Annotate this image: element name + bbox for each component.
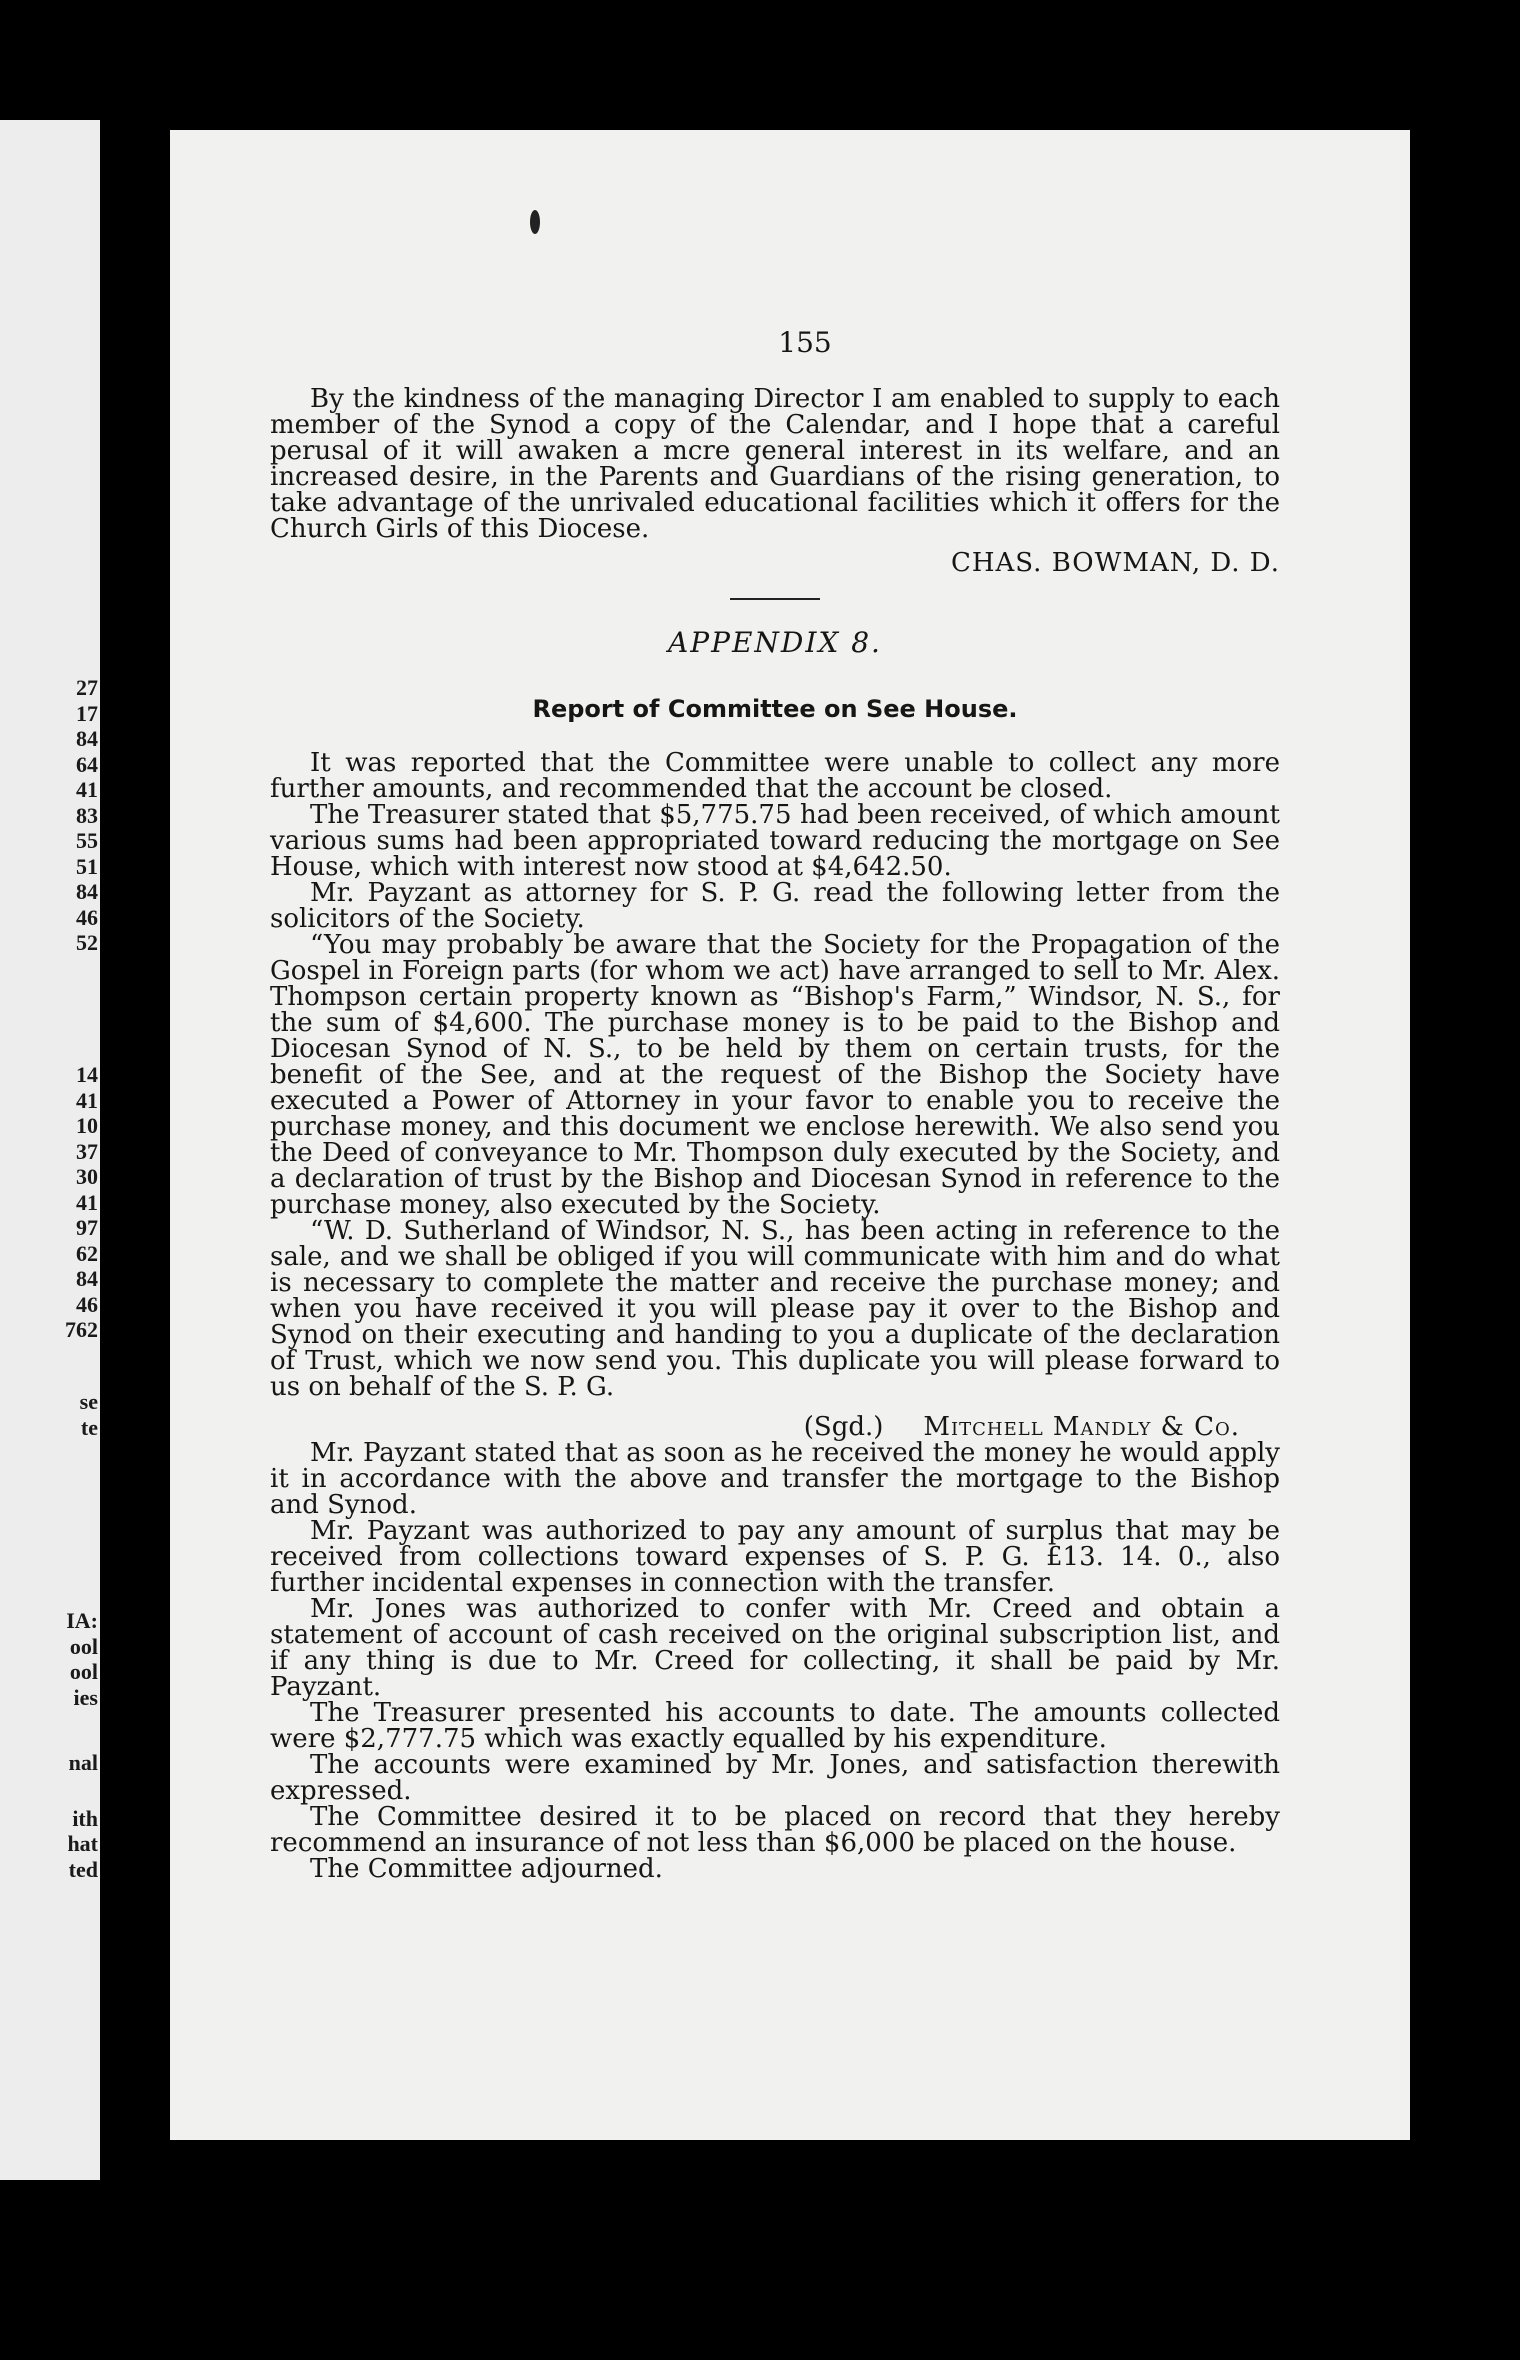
facing-number: 27 bbox=[76, 675, 98, 700]
body-paragraph: It was reported that the Committee were unable to collect any more further amounts, and recommended that the account be closed. bbox=[270, 748, 1280, 804]
closing-line: The Committee adjourned. bbox=[310, 1854, 663, 1884]
letter-signature bbox=[270, 1414, 1240, 1440]
facing-fragment: ool bbox=[69, 1633, 98, 1659]
facing-number: 62 bbox=[76, 1240, 98, 1266]
document-page bbox=[170, 130, 1410, 2140]
facing-fragment: ted bbox=[68, 1856, 98, 1882]
author-signature: CHAS. BOWMAN, D. D. bbox=[950, 548, 1280, 578]
body-paragraph: The Treasurer stated that $5,775.75 had been received, of which amount various sums had been appropriated toward reducing the mortgage on See House, which with interest now stood at $4,642.50. bbox=[270, 800, 1280, 882]
facing-number: 10 bbox=[76, 1113, 98, 1138]
appendix-title: APPENDIX 8. bbox=[668, 626, 882, 659]
facing-fragment: ith bbox=[72, 1805, 98, 1831]
scan-border-right bbox=[1410, 0, 1520, 2360]
signature-prefix: (Sgd.) bbox=[803, 1412, 884, 1442]
section-divider bbox=[730, 598, 820, 600]
facing-number: 51 bbox=[76, 853, 98, 879]
body-paragraph: The accounts were examined by Mr. Jones, and satisfaction therewith expressed. bbox=[270, 1750, 1280, 1806]
facing-number: 41 bbox=[76, 777, 98, 802]
facing-number: 17 bbox=[76, 700, 98, 726]
body-paragraph: Mr. Payzant as attorney for S. P. G. read the following letter from the solicitors of the Society. bbox=[270, 878, 1280, 934]
facing-fragment: ool bbox=[69, 1659, 98, 1684]
facing-number: 46 bbox=[76, 1291, 98, 1317]
facing-number: 97 bbox=[76, 1215, 98, 1240]
body-paragraph: The Committee desired it to be placed on record that they hereby recommend an insurance of not less than $6,000 be placed on the house. bbox=[270, 1802, 1280, 1858]
facing-number: 41 bbox=[76, 1189, 98, 1215]
facing-fragment: hat bbox=[67, 1831, 98, 1856]
facing-number: 84 bbox=[76, 879, 98, 904]
facing-number: 762 bbox=[65, 1317, 98, 1342]
facing-fragment: ies bbox=[73, 1684, 98, 1710]
body-paragraph: Mr. Payzant was authorized to pay any amount of surplus that may be received from collections toward expenses of S. P. G. £13. 14. 0., also further incidental expenses in connection with the transfer. bbox=[270, 1516, 1280, 1598]
intro-paragraph: By the kindness of the managing Director I am enabled to supply to each member of the Synod a copy of the Calendar, and I hope that a careful perusal of it will awaken a mcre general interest in its welfare, and an increased desire, in the Parents and Guardians of the rising generation, to take advantage of the unrivaled educational facilities which it offers for the Church Girls of this Diocese. bbox=[270, 384, 1280, 544]
facing-number: 37 bbox=[76, 1138, 98, 1164]
facing-number: 41 bbox=[76, 1087, 98, 1113]
facing-number: 64 bbox=[76, 751, 98, 777]
facing-number: 46 bbox=[76, 904, 98, 930]
page-number: 155 bbox=[778, 326, 832, 359]
quoted-letter-paragraph: “W. D. Sutherland of Windsor, N. S., has been acting in reference to the sale, and we shall be obliged if you will communicate with him and do what is necessary to complete the matter and receive the purchase money; and when you have received it you will please pay it over to the Bishop and Synod on their executing and handing to you a duplicate of the declaration of Trust, which we now send you. This duplicate you will please forward to us on behalf of the S. P. G. bbox=[270, 1216, 1280, 1402]
book-gutter bbox=[100, 0, 170, 2360]
facing-fragment: se bbox=[79, 1389, 98, 1414]
ink-blot bbox=[530, 210, 540, 234]
quoted-letter-paragraph: “You may probably be aware that the Society for the Propagation of the Gospel in Foreign parts (for whom we act) have arranged to sell to Mr. Alex. Thompson certain property known as “Bishop's Farm,” Windsor, N. S., for the sum of $4,600. The purchase money is to be paid to the Bishop and Diocesan Synod of N. S., to be held by them on certain trusts, for the benefit of the See, and at the request of the Bishop the Society have executed a Power of Attorney in your favor to enable you to receive the purchase money, and this document we enclose herewith. We also send you the Deed of conveyance to Mr. Thompson duly executed by the Society, and a declaration of trust by the Bishop and Diocesan Synod in reference to the purchase money, also executed by the Society. bbox=[270, 930, 1280, 1220]
body-paragraph: Mr. Jones was authorized to confer with Mr. Creed and obtain a statement of account of cash received on the original subscription list, and if any thing is due to Mr. Creed for collecting, it shall be paid by Mr. Payzant. bbox=[270, 1594, 1280, 1702]
facing-fragment: nal bbox=[68, 1750, 98, 1775]
facing-number: 30 bbox=[76, 1164, 98, 1189]
body-paragraph: The Treasurer presented his accounts to date. The amounts collected were $2,777.75 which was exactly equalled by his expenditure. bbox=[270, 1698, 1280, 1754]
facing-page-fragment bbox=[0, 120, 100, 2180]
facing-number: 83 bbox=[76, 802, 98, 828]
facing-number: 52 bbox=[76, 930, 98, 955]
page-content bbox=[270, 326, 1280, 1884]
body-paragraph: Mr. Payzant stated that as soon as he received the money he would apply it in accordance with the above and transfer the mortgage to the Bishop and Synod. bbox=[270, 1438, 1280, 1520]
facing-number: 14 bbox=[76, 1062, 98, 1087]
section-heading: Report of Committee on See House. bbox=[532, 695, 1018, 723]
facing-number: 84 bbox=[76, 726, 98, 751]
facing-fragment: IA: bbox=[66, 1608, 98, 1633]
facing-number: 55 bbox=[76, 828, 98, 853]
facing-fragment: te bbox=[80, 1414, 98, 1440]
facing-page-numbers bbox=[0, 675, 98, 1882]
signatory-name: Mitchell Mandly & Co. bbox=[923, 1412, 1240, 1442]
facing-number: 84 bbox=[76, 1266, 98, 1291]
